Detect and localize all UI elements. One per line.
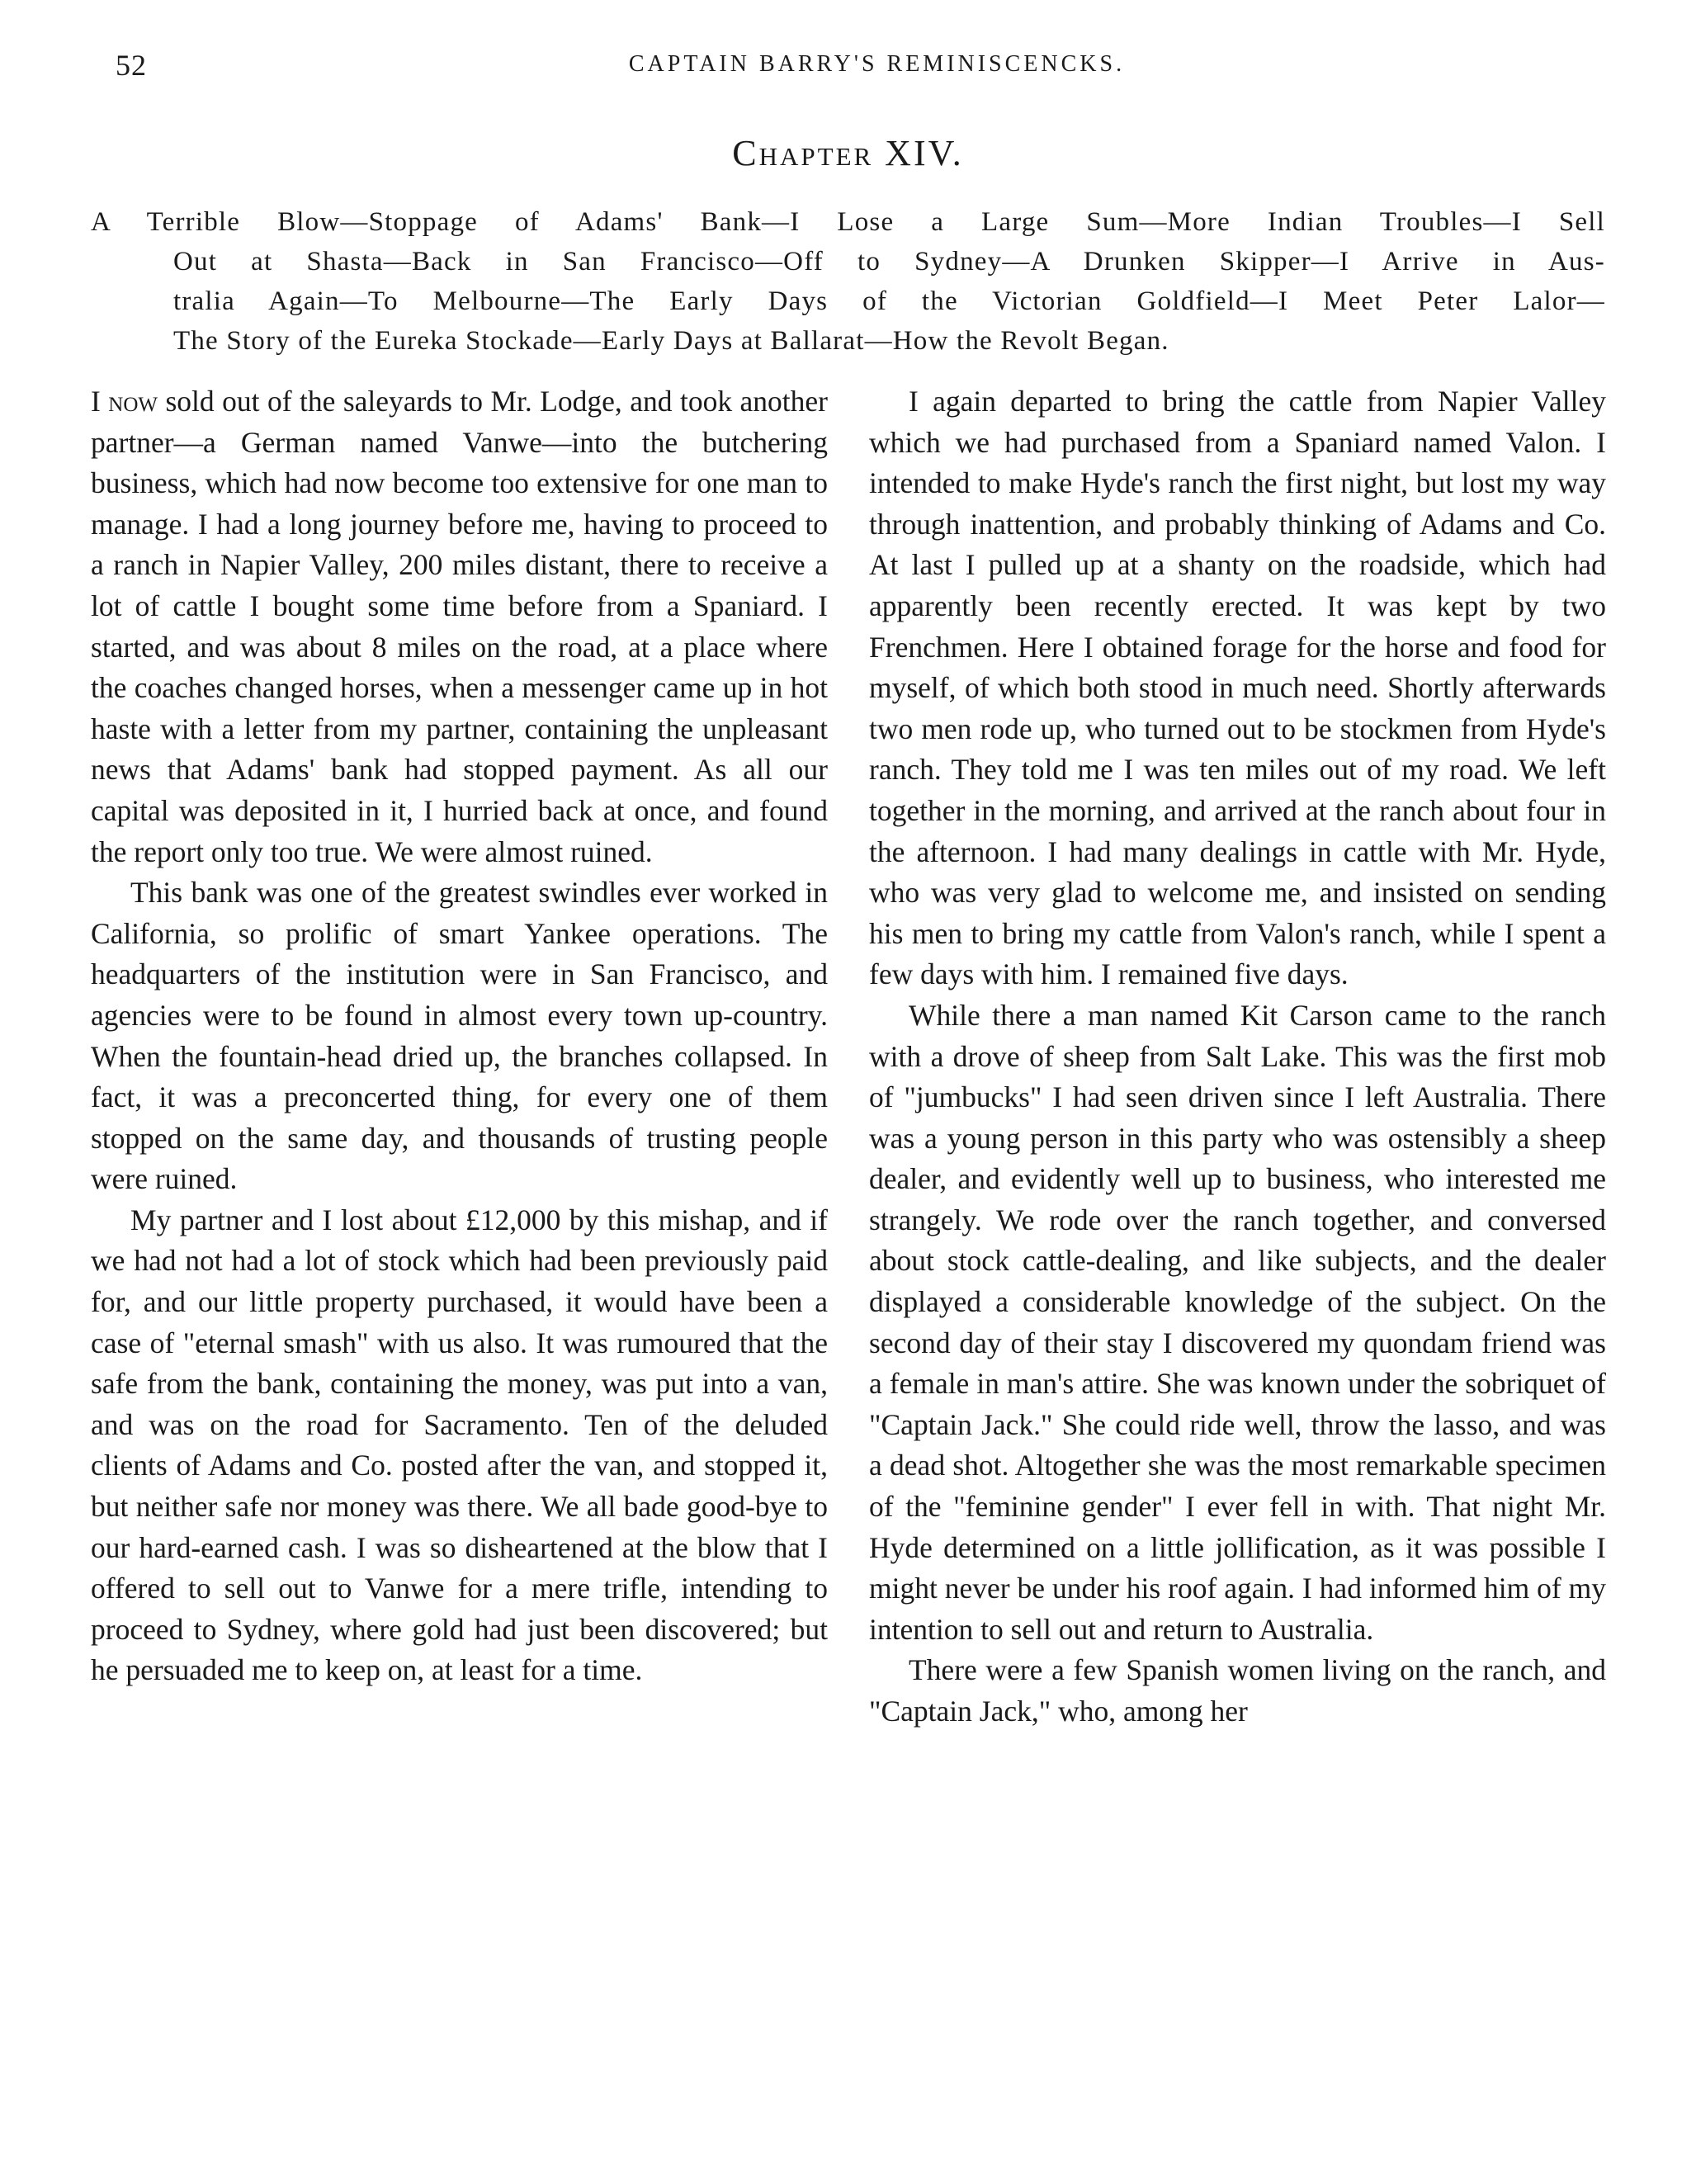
opening-words: I now <box>91 385 158 418</box>
running-head <box>116 48 1605 89</box>
chapter-heading: Chapter XIV. <box>732 133 964 173</box>
synopsis-line: A Terrible Blow—Stoppage of Adams' Bank—I Lose a Large Sum—More Indian Troubles—I Sell <box>91 207 1605 237</box>
paragraph <box>91 381 828 872</box>
paragraph: My partner and I lost about £12,000 by this mishap, and if we had not had a lot of stock which had been previously paid for, and our little property purchased, it would have been a case of "eternal smash" with us also. It was rumoured that the safe from the bank, containing the money, was put into a van, and was on the road for Sacramento. Ten of the deluded clients of Adams and Co. posted after the van, and stopped it, but neither safe nor money was there. We all bade good-bye to our hard-earned cash. I was so disheartened at the blow that I offered to sell out to Vanwe for a mere trifle, intending to proceed to Sydney, where gold had just been discovered; but he persuaded me to keep on, at least for a time. <box>91 1203 828 1687</box>
right-column <box>869 381 1606 1733</box>
book-title: CAPTAIN BARRY'S REMINISCENCKS. <box>628 51 1126 77</box>
paragraph: This bank was one of the greatest swindles ever worked in California, so prolific of smart Yankee operations. The headquarters of the institution were in San Francisco, and agencies were to be found in almost every town up-country. When the fountain-head dried up, the branches collapsed. In fact, it was a preconcerted thing, for every one of them stopped on the same day, and thousands of trusting people were ruined. <box>91 876 828 1196</box>
synopsis-line: Out at Shasta—Back in San Francisco—Off to Sydney—A Drunken Skipper—I Arrive in Aus- <box>173 247 1605 277</box>
synopsis-line: tralia Again—To Melbourne—The Early Days of the Victorian Goldfield—I Meet Peter Lalor— <box>173 286 1605 316</box>
left-column <box>91 381 828 1691</box>
paragraph: While there a man named Kit Carson came to the ranch with a drove of sheep from Salt Lake. This was the first mob of "jumbucks" I had seen driven since I left Australia. There was a young person in this party who was ostensibly a sheep dealer, and evidently well up to business, who interested me strangely. We rode over the ranch together, and conversed about stock cattle-dealing, and like subjects, and the dealer displayed a considerable knowledge of the subject. On the second day of their stay I discovered my quondam friend was a female in man's attire. She was known under the sobriquet of "Captain Jack." She could ride well, throw the lasso, and was a dead shot. Altogether she was the most remarkable specimen of the "feminine gender" I ever fell in with. That night Mr. Hyde determined on a little jollification, as it was possible I might never be under his roof again. I had informed him of my intention to sell out and return to Australia. <box>869 998 1606 1646</box>
chapter-synopsis <box>91 202 1605 361</box>
page-number: 52 <box>116 49 147 82</box>
synopsis-line: The Story of the Eureka Stockade—Early Days at Ballarat—How the Revolt Began. <box>173 326 1169 356</box>
paragraph: There were a few Spanish women living on the ranch, and "Captain Jack," who, among her <box>869 1653 1606 1728</box>
paragraph-text: sold out of the saleyards to Mr. Lodge, and took another partner—a German named Vanwe—into the butchering business, which had now become too extensive for one man to manage. I had a long journey before me, having to proceed to a ranch in Napier Valley, 200 miles distant, there to receive a lot of cattle I bought some time before from a Spaniard. I started, and was about 8 miles on the road, at a place where the coaches changed horses, when a messenger came up in hot haste with a letter from my partner, containing the unpleasant news that Adams' bank had stopped payment. As all our capital was deposited in it, I hurried back at once, and found the report only too true. We were almost ruined. <box>91 385 828 868</box>
paragraph: I again departed to bring the cattle from Napier Valley which we had purchased from a Spaniard named Valon. I intended to make Hyde's ranch the first night, but lost my way through inattention, and probably thinking of Adams and Co. At last I pulled up at a shanty on the roadside, which had apparently been recently erected. It was kept by two Frenchmen. Here I obtained forage for the horse and food for myself, of which both stood in much need. Shortly afterwards two men rode up, who turned out to be stockmen from Hyde's ranch. They told me I was ten miles out of my road. We left together in the morning, and arrived at the ranch about four in the afternoon. I had many dealings in cattle with Mr. Hyde, who was very glad to welcome me, and insisted on sending his men to bring my cattle from Valon's ranch, while I spent a few days with him. I remained five days. <box>869 385 1606 991</box>
